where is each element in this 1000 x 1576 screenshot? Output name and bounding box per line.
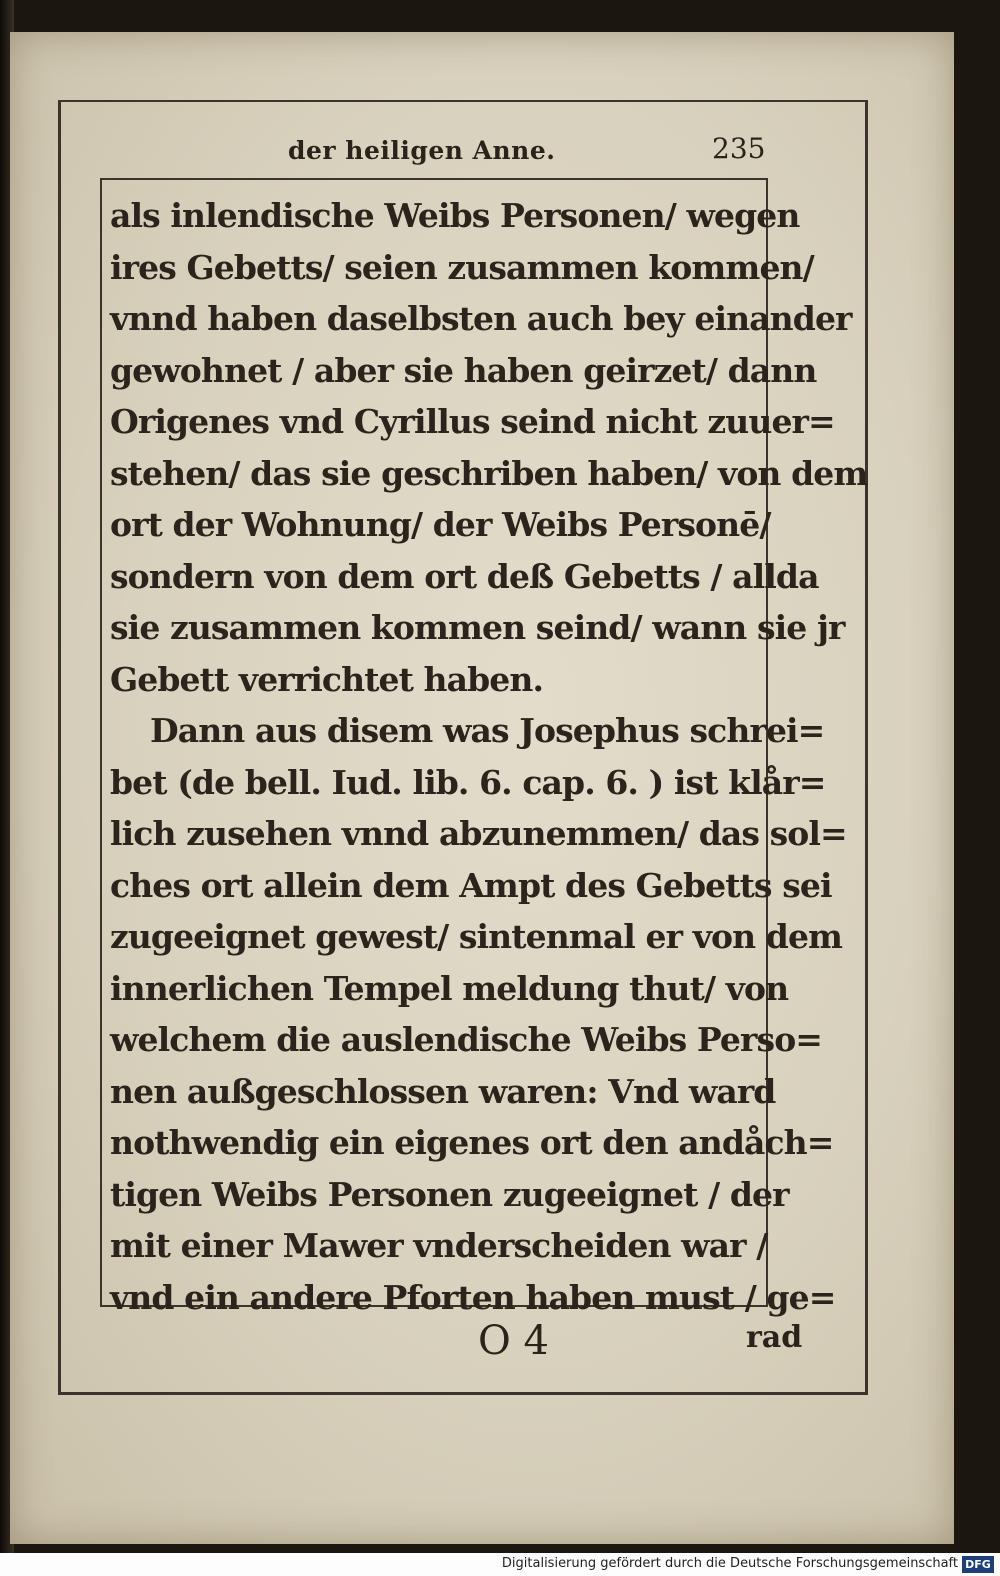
text-line: ches ort allein dem Ampt des Gebetts sei (110, 865, 832, 905)
text-line: stehen/ das sie geschriben haben/ von dem (110, 453, 868, 493)
text-line: welchem die auslendische Weibs Perso= (110, 1020, 823, 1059)
text-line: bet (de bell. Iud. lib. 6. cap. 6. ) ist klår= (110, 762, 826, 802)
text-line: lich zusehen vnnd abzunemmen/ das sol= (110, 814, 847, 853)
signature-mark: O 4 (478, 1318, 549, 1364)
text-line: nothwendig ein eigenes ort den andåch= (110, 1123, 834, 1162)
digitization-footer (0, 1553, 1000, 1576)
digitization-credit: Digitalisierung gefördert durch die Deutsche Forschungsgemeinschaft (501, 1556, 958, 1571)
text-line: Origenes vnd Cyrillus seind nicht zuuer= (110, 402, 835, 441)
text-line: vnd ein andere Pforten haben must / ge= (110, 1277, 836, 1317)
text-line: gewohnet / aber sie haben geirzet/ dann (110, 350, 817, 390)
catchword: rad (746, 1320, 803, 1355)
text-line: sondern von dem ort deß Gebetts / allda (110, 556, 819, 596)
text-line: als inlendische Weibs Personen/ wegen (110, 196, 800, 235)
dfg-logo: DFG (962, 1556, 994, 1573)
text-line: sie zusammen kommen seind/ wann sie jr (110, 608, 845, 647)
running-head: der heiligen Anne. (288, 136, 556, 165)
page-number: 235 (712, 132, 766, 165)
text-line: ort der Wohnung/ der Weibs Personē/ (110, 505, 771, 544)
paragraph-start-line: Dann aus disem was Josephus schrei= (150, 711, 825, 750)
text-line: innerlichen Tempel meldung thut/ von (110, 968, 789, 1008)
text-line: mit einer Mawer vnderscheiden war / (110, 1226, 768, 1265)
text-line: zugeeignet gewest/ sintenmal er von dem (110, 917, 843, 956)
text-line: tigen Weibs Personen zugeeignet / der (110, 1174, 789, 1214)
text-line: nen außgeschlossen waren: Vnd ward (110, 1071, 776, 1111)
text-line: Gebett verrichtet haben. (110, 659, 544, 699)
body-text (110, 190, 868, 1323)
text-line: ires Gebetts/ seien zusammen kommen/ (110, 247, 814, 287)
text-line: vnnd haben daselbsten auch bey einander (110, 299, 852, 338)
